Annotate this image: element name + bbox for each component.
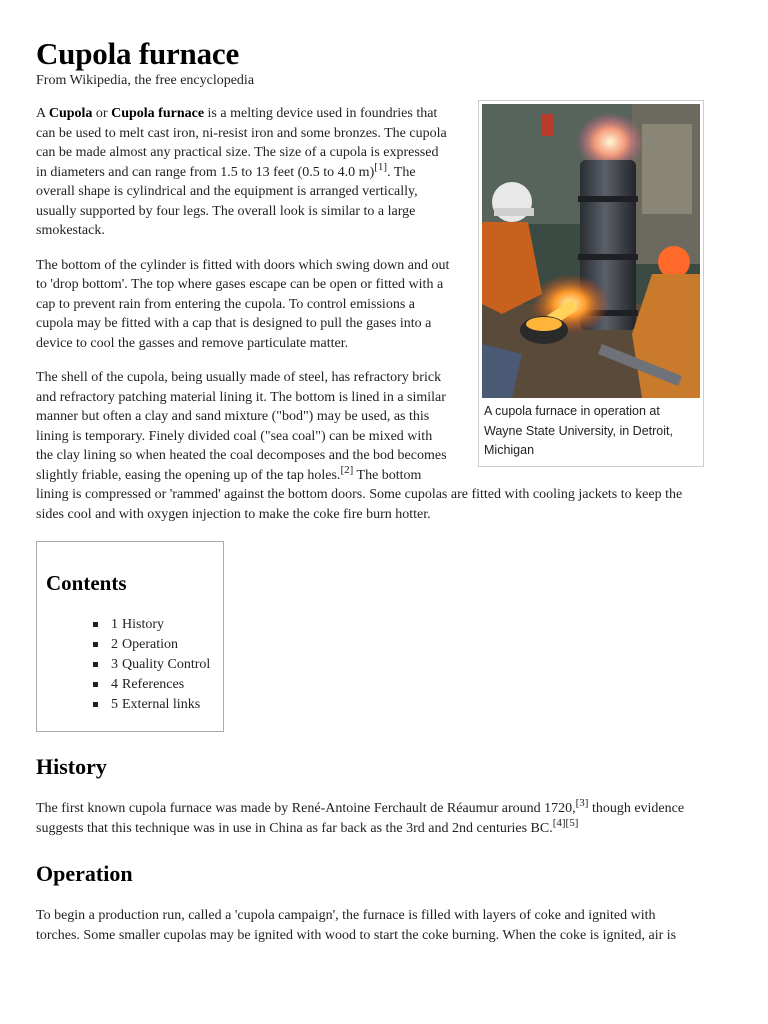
toc-label: Operation (122, 637, 178, 652)
toc-item-external-links[interactable] (37, 695, 210, 715)
table-of-contents (36, 541, 224, 732)
toc-number: 4 (111, 677, 118, 692)
intro-text: or (92, 106, 112, 121)
toc-label: Quality Control (122, 657, 211, 672)
bullet-icon (93, 642, 98, 647)
intro-text: The bottom lining is compressed or 'rammed' against the bottom doors. Some cupolas are fitted with cooling jackets to keep the sides cool and with oxygen injection to make the coke fire burn hotter. (36, 467, 683, 522)
toc-list (37, 615, 210, 715)
page-title: Cupola furnace (36, 36, 240, 71)
toc-item-quality-control[interactable] (37, 655, 210, 675)
page-subtitle: From Wikipedia, the free encyclopedia (36, 73, 255, 88)
bold-term-cupola-furnace: Cupola furnace (111, 106, 205, 121)
history-text: though evidence suggests that this technique was in use in China as far back as the 3rd and 2nd centuries BC. (36, 801, 685, 836)
toc-item-history[interactable] (37, 615, 210, 635)
toc-label: History (122, 617, 164, 632)
toc-number: 1 (111, 617, 118, 632)
operation-paragraph: To begin a production run, called a 'cupola campaign', the furnace is filled with layers of coke and ignited with torches. Some smaller cupolas may be ignited with wood to start the coke burning. When the coke is ignited, air is (36, 908, 677, 943)
figure-caption: A cupola furnace in operation at Wayne State University, in Detroit, Michigan (484, 404, 673, 457)
bullet-icon (93, 682, 98, 687)
toc-number: 5 (111, 697, 118, 712)
reference-link-1[interactable]: [1] (374, 160, 388, 173)
bullet-icon (93, 662, 98, 667)
article-intro (36, 104, 701, 539)
toc-item-operation[interactable] (37, 635, 210, 655)
reference-link-4-5[interactable]: [4][5] (552, 816, 579, 829)
intro-text: . The overall shape is cylindrical and the equipment is arranged vertically, usually supported by four legs. The overall look is similar to a large smokestack. (36, 164, 418, 238)
bold-term-cupola: Cupola (48, 106, 93, 121)
history-text: The first known cupola furnace was made by René-Antoine Ferchault de Réaumur around 1720, (36, 801, 576, 816)
toc-label: References (122, 677, 185, 692)
intro-text: is a melting device used in foundries that can be used to melt cast iron, ni-resist iron and some bronzes. The cupola can be made almost any practical size. The size of a cupola is expressed in diameters and can range from 1.5 to 13 feet (0.5 to 4.0 m) (36, 106, 447, 180)
history-paragraph (36, 799, 701, 838)
intro-paragraph-2: The bottom of the cylinder is fitted with doors which swing down and out to 'drop bottom'. The top where gases escape can be open or fitted with a cap to prevent rain from entering the cupola. To control emissions a cupola may be fitted with a cap that is designed to pull the gases into a device to cool the gasses and remove particulate matter. (36, 257, 450, 351)
toc-label: External links (122, 697, 201, 712)
section-heading-operation: Operation (36, 861, 133, 886)
reference-link-3[interactable]: [3] (575, 797, 589, 809)
toc-number: 2 (111, 637, 118, 652)
toc-number: 3 (111, 657, 118, 672)
figure-thumbnail (478, 100, 704, 467)
section-heading-history: History (36, 754, 107, 779)
intro-text: A (36, 106, 49, 121)
toc-item-references[interactable] (37, 675, 210, 695)
toc-title: Contents (46, 571, 127, 595)
reference-link-2[interactable]: [2] (340, 463, 354, 476)
cupola-furnace-photo[interactable] (482, 104, 700, 398)
bullet-icon (93, 622, 98, 627)
intro-text: The shell of the cupola, being usually made of steel, has refractory brick and refractory patching material lining it. The bottom is lined in a similar manner but often a clay and sand mixture ("bod") may be used, as this lining is temporary. Finely divided coal ("sea coal") can be mixed with the clay lining so when heated the coal decomposes and the bod becomes slightly friable, easing the opening up of the tap holes. (36, 370, 447, 483)
bullet-icon (93, 702, 98, 707)
